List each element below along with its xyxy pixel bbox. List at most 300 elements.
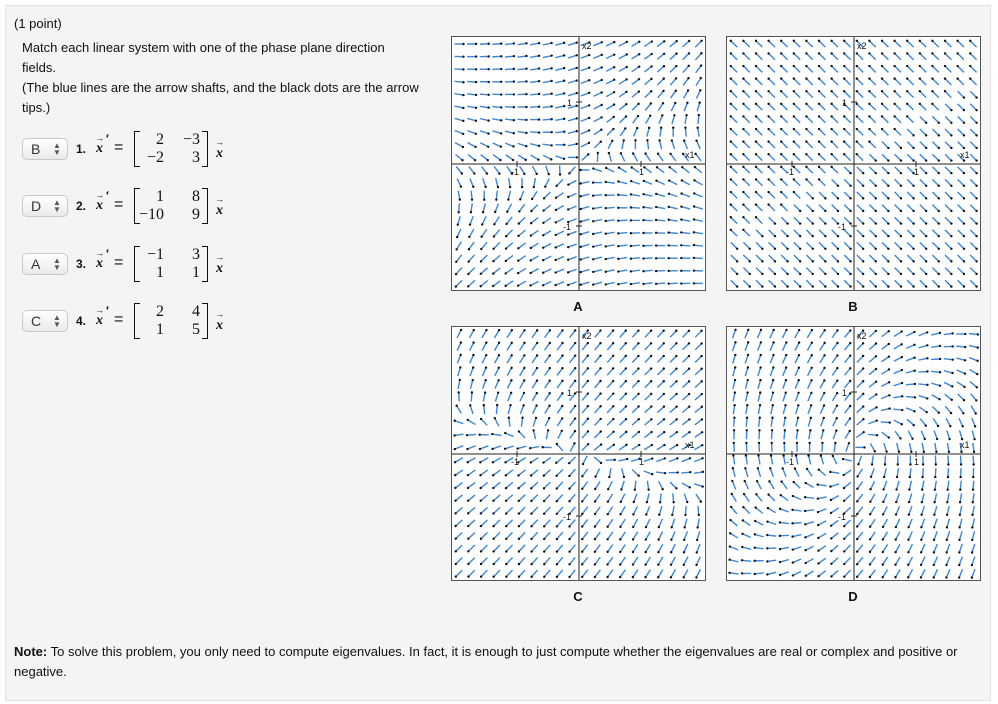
arrow-tip (770, 454, 772, 456)
arrow-shaft (659, 506, 662, 515)
arrow-shaft (844, 280, 850, 286)
arrow-tip (668, 282, 670, 284)
arrow-shaft (756, 494, 762, 501)
arrow-shaft (919, 358, 928, 360)
arrow-shaft (607, 394, 613, 401)
arrow-shaft (518, 243, 525, 248)
arrow-shaft (806, 142, 812, 148)
arrow-shaft (882, 432, 889, 437)
arrow-shaft (570, 570, 576, 577)
arrow-tip (843, 538, 845, 540)
arrow-shaft (969, 358, 977, 361)
arrow-shaft (543, 94, 552, 95)
arrow-shaft (894, 420, 902, 424)
arrow-tip (882, 513, 884, 515)
arrow-shaft (910, 468, 911, 477)
answer-select-2[interactable] (22, 195, 68, 217)
arrow-tip (741, 572, 743, 574)
arrow-shaft (483, 203, 485, 212)
arrow-tip (900, 172, 902, 174)
arrow-tip (700, 355, 702, 357)
arrow-shaft (932, 242, 938, 248)
arrow-tip (519, 198, 521, 200)
arrow-tip (888, 381, 890, 383)
arrow-tip (505, 223, 507, 225)
arrow-shaft (818, 521, 826, 525)
arrow-shaft (756, 508, 763, 514)
arrow-shaft (519, 570, 525, 577)
arrow-shaft (832, 205, 838, 211)
arrow-tip (617, 194, 619, 196)
arrow-tip (913, 344, 915, 346)
arrow-tip (650, 53, 652, 55)
arrow-tip (522, 404, 524, 406)
arrow-tip (761, 235, 763, 237)
arrow-tip (454, 499, 456, 501)
arrow-shaft (730, 547, 738, 550)
arrow-shaft (480, 94, 489, 95)
arrow-shaft (857, 154, 863, 160)
arrow-shaft (481, 520, 488, 526)
arrow-shaft (618, 258, 627, 259)
arrow-tip (810, 417, 812, 419)
arrow-shaft (758, 355, 761, 363)
arrow-tip (563, 54, 565, 56)
arrow-shaft (518, 256, 525, 261)
arrow-tip (747, 341, 749, 343)
selected-value: A (31, 256, 41, 272)
arrow-tip (896, 476, 898, 478)
arrow-tip (563, 80, 565, 82)
arrow-tip (630, 283, 632, 285)
arrow-tip (675, 393, 677, 395)
arrow-shaft (819, 571, 826, 576)
arrow-tip (650, 367, 652, 369)
arrow-shaft (769, 91, 775, 97)
arrow-tip (494, 417, 496, 419)
select-arrows-icon: ▲ ▼ (53, 313, 61, 329)
arrow-tip (484, 379, 486, 381)
arrow-tip (547, 429, 549, 431)
arrow-tip (757, 467, 759, 469)
arrow-shaft (480, 106, 489, 107)
arrow-shaft (832, 343, 837, 350)
arrow-shaft (671, 569, 675, 577)
arrow-tip (837, 235, 839, 237)
arrow-tip (480, 260, 482, 262)
arrow-shaft (945, 79, 951, 85)
arrow-shaft (695, 167, 702, 173)
arrow-shaft (907, 142, 913, 148)
arrow-tip (619, 563, 621, 565)
arrow-shaft (733, 468, 735, 477)
arrow-tip (888, 343, 890, 345)
tick-label-x-neg1: -1 (511, 167, 520, 177)
arrow-tip (671, 139, 673, 141)
prime-mark: ′ (106, 247, 109, 261)
arrow-tip (785, 379, 787, 381)
arrow-shaft (582, 545, 588, 552)
arrow-tip (587, 430, 589, 432)
arrow-tip (822, 429, 824, 431)
arrow-tip (881, 103, 883, 105)
arrow-shaft (958, 91, 964, 97)
arrow-shaft (895, 179, 901, 185)
arrow-tip (576, 130, 578, 132)
arrow-shaft (570, 431, 575, 438)
arrow-tip (468, 236, 470, 238)
system-row-1 (22, 130, 242, 170)
arrow-tip (632, 538, 634, 540)
arrow-tip (805, 90, 807, 92)
arrow-tip (919, 65, 921, 67)
arrow-shaft (594, 93, 602, 97)
arrow-shaft (832, 192, 838, 198)
arrow-shaft (647, 128, 649, 137)
arrow-tip (977, 346, 979, 348)
arrow-shaft (618, 181, 627, 183)
arrow-shaft (767, 560, 776, 561)
arrow-tip (811, 329, 813, 331)
arrow-shaft (518, 470, 525, 476)
arrow-tip (767, 493, 769, 495)
arrow-tip (643, 180, 645, 182)
arrow-tip (655, 193, 657, 195)
arrow-shaft (594, 142, 600, 148)
arrow-shaft (769, 179, 775, 185)
arrow-shaft (606, 207, 615, 208)
arrow-shaft (794, 79, 800, 85)
arrow-shaft (493, 446, 501, 449)
right-bracket (202, 188, 208, 224)
arrow-shaft (459, 393, 460, 402)
arrow-shaft (531, 281, 539, 285)
arrow-tip (556, 538, 558, 540)
arrow-tip (907, 526, 909, 528)
arrow-tip (555, 462, 557, 464)
arrow-tip (561, 380, 563, 382)
arrow-tip (912, 210, 914, 212)
arrow-tip (906, 40, 908, 42)
arrow-tip (875, 380, 877, 382)
arrow-shaft (581, 143, 589, 147)
arrow-shaft (820, 368, 825, 376)
arrow-tip (973, 438, 975, 440)
arrow-tip (868, 103, 870, 105)
arrow-tip (900, 343, 902, 345)
arrow-tip (933, 514, 935, 516)
arrow-tip (483, 404, 485, 406)
arrow-tip (617, 270, 619, 272)
arrow-tip (645, 538, 647, 540)
arrow-shaft (659, 519, 663, 527)
arrow-shaft (618, 220, 627, 221)
arrow-shaft (505, 131, 514, 133)
arrow-tip (767, 153, 769, 155)
arrow-shaft (973, 506, 975, 515)
tick-label-y-1: 1 (842, 98, 848, 108)
arrow-tip (625, 91, 627, 93)
arrow-shaft (493, 155, 500, 160)
arrow-tip (830, 525, 832, 527)
arrow-shaft (767, 572, 776, 574)
arrow-tip (513, 42, 515, 44)
arrow-shaft (745, 380, 747, 389)
arrow-tip (926, 397, 928, 399)
arrow-shaft (582, 431, 588, 438)
arrow-tip (454, 474, 456, 476)
arrow-shaft (593, 282, 602, 284)
arrow-tip (588, 92, 590, 94)
tick-label-x-neg1: -1 (511, 457, 520, 467)
arrow-tip (674, 102, 676, 104)
arrow-shaft (845, 381, 851, 388)
arrow-tip (913, 424, 915, 426)
arrow-tip (888, 355, 890, 357)
arrow-shaft (745, 367, 748, 376)
arrow-shaft (456, 155, 463, 161)
answer-select-4[interactable] (22, 310, 68, 332)
arrow-shaft (793, 571, 801, 575)
arrow-shaft (520, 405, 523, 413)
arrow-shaft (644, 270, 653, 271)
arrow-tip (742, 203, 744, 205)
arrow-shaft (731, 268, 737, 274)
arrow-tip (919, 90, 921, 92)
arrow-shaft (657, 54, 664, 60)
arrow-tip (849, 342, 851, 344)
arrow-tip (743, 493, 745, 495)
arrow-tip (592, 167, 594, 169)
arrow-shaft (783, 405, 785, 414)
arrow-tip (730, 52, 732, 54)
arrow-shaft (932, 192, 938, 198)
arrow-tip (975, 159, 977, 161)
arrow-shaft (632, 419, 639, 425)
matrix-cell-21: −10 (138, 206, 164, 223)
arrow-tip (663, 380, 665, 382)
arrow-shaft (832, 179, 838, 185)
arrow-tip (755, 103, 757, 105)
arrow-tip (650, 418, 652, 420)
arrow-tip (900, 210, 902, 212)
arrow-shaft (833, 418, 837, 426)
arrow-tip (856, 576, 858, 578)
arrow-tip (479, 448, 481, 450)
arrow-shaft (897, 481, 899, 490)
arrow-shaft (582, 406, 588, 413)
arrow-shaft (947, 506, 949, 515)
arrow-shaft (505, 433, 513, 437)
axis-label-x2: x2 (857, 41, 867, 51)
arrow-shaft (543, 68, 552, 70)
arrow-shaft (932, 268, 938, 274)
arrow-shaft (570, 443, 574, 451)
arrow-shaft (857, 91, 863, 97)
arrow-tip (480, 500, 482, 502)
arrow-tip (836, 367, 838, 369)
arrow-tip (959, 476, 961, 478)
arrow-shaft (857, 482, 862, 489)
arrow-tip (888, 407, 890, 409)
arrow-shaft (530, 447, 539, 449)
arrow-shaft (781, 217, 787, 223)
arrow-tip (579, 233, 581, 235)
arrow-tip (956, 52, 958, 54)
arrow-tip (888, 394, 890, 396)
arrow-shaft (895, 129, 901, 135)
arrow-shaft (947, 493, 949, 502)
arrow-tip (480, 285, 482, 287)
arrow-shaft (494, 532, 500, 538)
arrow-tip (630, 245, 632, 247)
arrow-tip (849, 380, 851, 382)
arrow-shaft (771, 456, 773, 465)
arrow-tip (480, 525, 482, 527)
arrow-tip (887, 210, 889, 212)
arrow-tip (843, 550, 845, 552)
arrow-tip (462, 68, 464, 70)
arrow-tip (675, 380, 677, 382)
arrow-tip (755, 40, 757, 42)
arrow-shaft (832, 268, 838, 274)
arrow-tip (561, 354, 563, 356)
arrow-shaft (781, 91, 787, 97)
arrow-shaft (480, 446, 488, 449)
arrow-tip (758, 429, 760, 431)
arrow-shaft (555, 132, 564, 133)
arrow-shaft (794, 91, 800, 97)
arrow-tip (950, 122, 952, 124)
arrow-shaft (456, 570, 462, 576)
arrow-tip (605, 207, 607, 209)
arrow-shaft (568, 81, 577, 84)
arrow-shaft (742, 560, 751, 561)
arrow-tip (498, 342, 500, 344)
arrow-shaft (770, 355, 773, 363)
arrow-shaft (557, 520, 563, 527)
arrow-tip (755, 153, 757, 155)
arrow-shaft (455, 458, 463, 462)
arrow-shaft (819, 179, 825, 185)
arrow-shaft (468, 458, 476, 462)
arrow-tip (651, 457, 653, 459)
arrow-shaft (745, 481, 749, 489)
arrow-shaft (969, 334, 978, 335)
arrow-shaft (620, 419, 627, 425)
arrow-tip (472, 354, 474, 356)
arrow-shaft (606, 232, 615, 233)
arrow-tip (766, 560, 768, 562)
arrow-tip (856, 563, 858, 565)
arrow-tip (856, 550, 858, 552)
arrow-shaft (820, 355, 825, 363)
arrow-shaft (844, 268, 850, 274)
arrow-shaft (947, 544, 950, 552)
answer-select-3[interactable] (22, 253, 68, 275)
arrow-tip (525, 68, 527, 70)
arrow-tip (770, 442, 772, 444)
arrow-tip (798, 341, 800, 343)
arrow-tip (976, 360, 978, 362)
arrow-shaft (683, 53, 689, 59)
arrow-shaft (770, 380, 773, 389)
arrow-shaft (845, 406, 850, 413)
arrow-tip (632, 513, 634, 515)
arrow-shaft (907, 53, 913, 59)
arrow-shaft (632, 343, 638, 350)
arrow-shaft (744, 494, 749, 501)
arrow-shaft (481, 558, 487, 564)
arrow-tip (746, 429, 748, 431)
arrow-shaft (793, 510, 802, 511)
arrow-tip (516, 447, 518, 449)
arrow-shaft (958, 230, 964, 236)
arrow-tip (592, 271, 594, 273)
arrow-shaft (845, 331, 851, 338)
arrow-tip (650, 393, 652, 395)
arrow-shaft (608, 545, 613, 552)
arrow-shaft (696, 494, 701, 502)
arrow-tip (963, 185, 965, 187)
arrow-shaft (507, 330, 512, 338)
arrow-tip (912, 185, 914, 187)
arrow-shaft (845, 368, 851, 375)
arrow-shaft (570, 406, 575, 413)
answer-select-1[interactable] (22, 138, 68, 160)
arrow-tip (818, 90, 820, 92)
arrow-tip (688, 330, 690, 332)
arrow-shaft (530, 94, 539, 95)
arrow-shaft (934, 557, 938, 565)
arrow-shaft (794, 116, 800, 122)
arrow-shaft (556, 269, 564, 272)
arrow-shaft (769, 154, 775, 160)
vector-arrow-icon: → (215, 137, 224, 147)
arrow-tip (473, 329, 475, 331)
arrow-shaft (671, 531, 675, 539)
arrow-shaft (731, 255, 737, 261)
arrow-tip (581, 513, 583, 515)
arrow-tip (925, 235, 927, 237)
arrow-shaft (645, 331, 651, 338)
arrow-shaft (919, 371, 928, 372)
arrow-shaft (806, 116, 812, 122)
arrow-shaft (456, 255, 461, 262)
matrix-cell-11: 1 (156, 188, 164, 205)
arrow-tip (882, 563, 884, 565)
arrow-tip (960, 463, 962, 465)
direction-field-b (726, 36, 981, 291)
arrow-shaft (794, 205, 800, 211)
arrow-tip (964, 359, 966, 361)
arrow-tip (529, 447, 531, 449)
arrow-tip (675, 65, 677, 67)
arrow-tip (592, 233, 594, 235)
arrow-tip (912, 235, 914, 237)
arrow-shaft (468, 280, 475, 286)
arrow-tip (745, 442, 747, 444)
arrow-tip (938, 197, 940, 199)
arrow-tip (535, 404, 537, 406)
arrow-shaft (806, 53, 812, 59)
arrow-tip (804, 523, 806, 525)
arrow-tip (650, 78, 652, 80)
arrow-shaft (619, 445, 626, 450)
arrow-shaft (633, 544, 638, 552)
arrow-tip (579, 246, 581, 248)
arrow-shaft (769, 129, 775, 135)
